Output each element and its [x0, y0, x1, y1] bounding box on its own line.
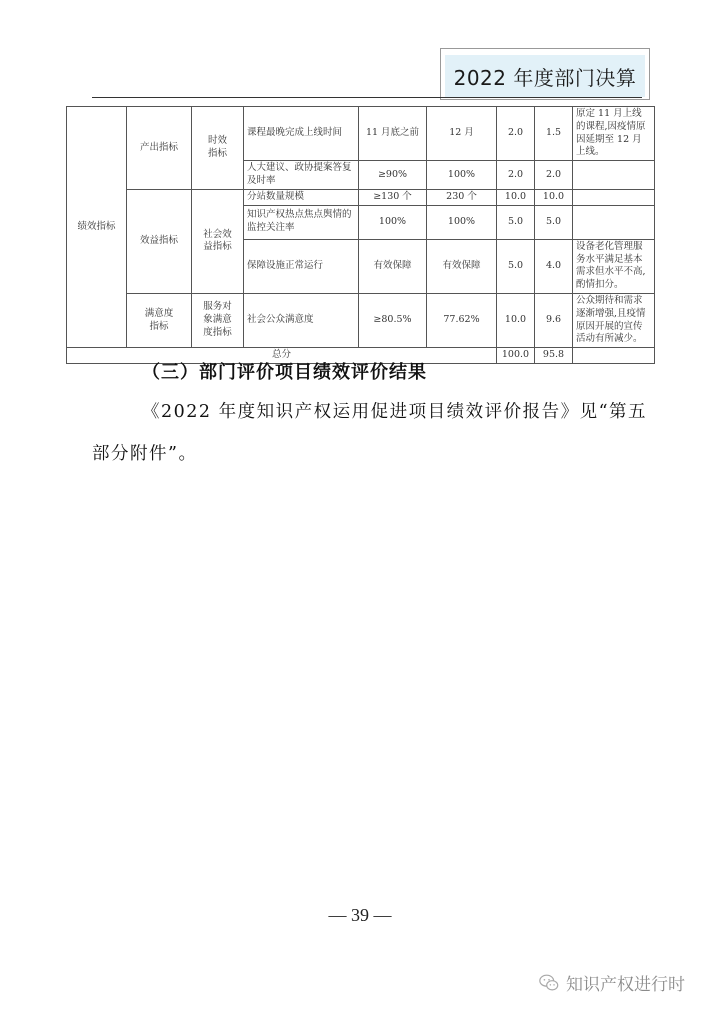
score-value: 5.0: [535, 205, 573, 239]
header-title: 2022 年度部门决算: [453, 65, 637, 90]
note-cell: 设备老化管理服务水平满足基本需求但水平不高,酌情扣分。: [573, 239, 655, 293]
watermark: [538, 970, 685, 995]
wechat-icon: [538, 972, 560, 994]
watermark-text: 知识产权进行时: [566, 975, 685, 995]
indicator-name: 课程最晚完成上线时间: [244, 107, 359, 161]
target-value: 100%: [359, 205, 427, 239]
target-value: 11 月底之前: [359, 107, 427, 161]
page-number: — 39 —: [328, 905, 392, 925]
performance-table: [66, 106, 655, 364]
level2-cell: 时效 指标: [192, 107, 244, 190]
section-title: （三）部门评价项目绩效评价结果: [142, 362, 427, 383]
score-value: 4.0: [535, 239, 573, 293]
weight-value: 2.0: [497, 107, 535, 161]
target-value: ≥90%: [359, 161, 427, 190]
weight-value: 2.0: [497, 161, 535, 190]
note-cell: [573, 189, 655, 205]
note-cell: 原定 11 月上线的课程,因疫情原因延期至 12 月上线。: [573, 107, 655, 161]
indicator-name: 分站数量规模: [244, 189, 359, 205]
header-banner: [445, 55, 645, 97]
actual-value: 12 月: [427, 107, 497, 161]
header-rule: [92, 97, 642, 98]
weight-value: 5.0: [497, 205, 535, 239]
actual-value: 77.62%: [427, 293, 497, 347]
total-score: 95.8: [535, 348, 573, 364]
score-value: 10.0: [535, 189, 573, 205]
table-row: [67, 189, 655, 205]
note-cell: [573, 205, 655, 239]
total-weight: 100.0: [497, 348, 535, 364]
target-value: 有效保障: [359, 239, 427, 293]
level1-cell: 产出指标: [127, 107, 192, 190]
indicator-name: 社会公众满意度: [244, 293, 359, 347]
weight-value: 5.0: [497, 239, 535, 293]
total-note: [573, 348, 655, 364]
note-cell: [573, 161, 655, 190]
actual-value: 230 个: [427, 189, 497, 205]
indicator-name: 人大建议、政协提案答复及时率: [244, 161, 359, 190]
target-value: ≥80.5%: [359, 293, 427, 347]
total-label: 总分: [67, 348, 497, 364]
level1-cell: 满意度 指标: [127, 293, 192, 347]
table-row: [67, 107, 655, 161]
indicator-name: 保障设施正常运行: [244, 239, 359, 293]
paragraph-line-2: 部分附件”。: [92, 444, 198, 464]
level2-cell: 服务对 象满意 度指标: [192, 293, 244, 347]
category-cell: 绩效指标: [67, 107, 127, 348]
indicator-name: 知识产权热点焦点舆情的监控关注率: [244, 205, 359, 239]
weight-value: 10.0: [497, 293, 535, 347]
weight-value: 10.0: [497, 189, 535, 205]
score-value: 9.6: [535, 293, 573, 347]
actual-value: 有效保障: [427, 239, 497, 293]
actual-value: 100%: [427, 205, 497, 239]
actual-value: 100%: [427, 161, 497, 190]
target-value: ≥130 个: [359, 189, 427, 205]
note-cell: 公众期待和需求逐渐增强,且疫情原因开展的宣传活动有所减少。: [573, 293, 655, 347]
level2-cell: 社会效 益指标: [192, 189, 244, 293]
score-value: 1.5: [535, 107, 573, 161]
paragraph-line-1: 《2022 年度知识产权运用促进项目绩效评价报告》见“第五: [142, 402, 648, 422]
level1-cell: 效益指标: [127, 189, 192, 293]
score-value: 2.0: [535, 161, 573, 190]
table-row: [67, 293, 655, 347]
